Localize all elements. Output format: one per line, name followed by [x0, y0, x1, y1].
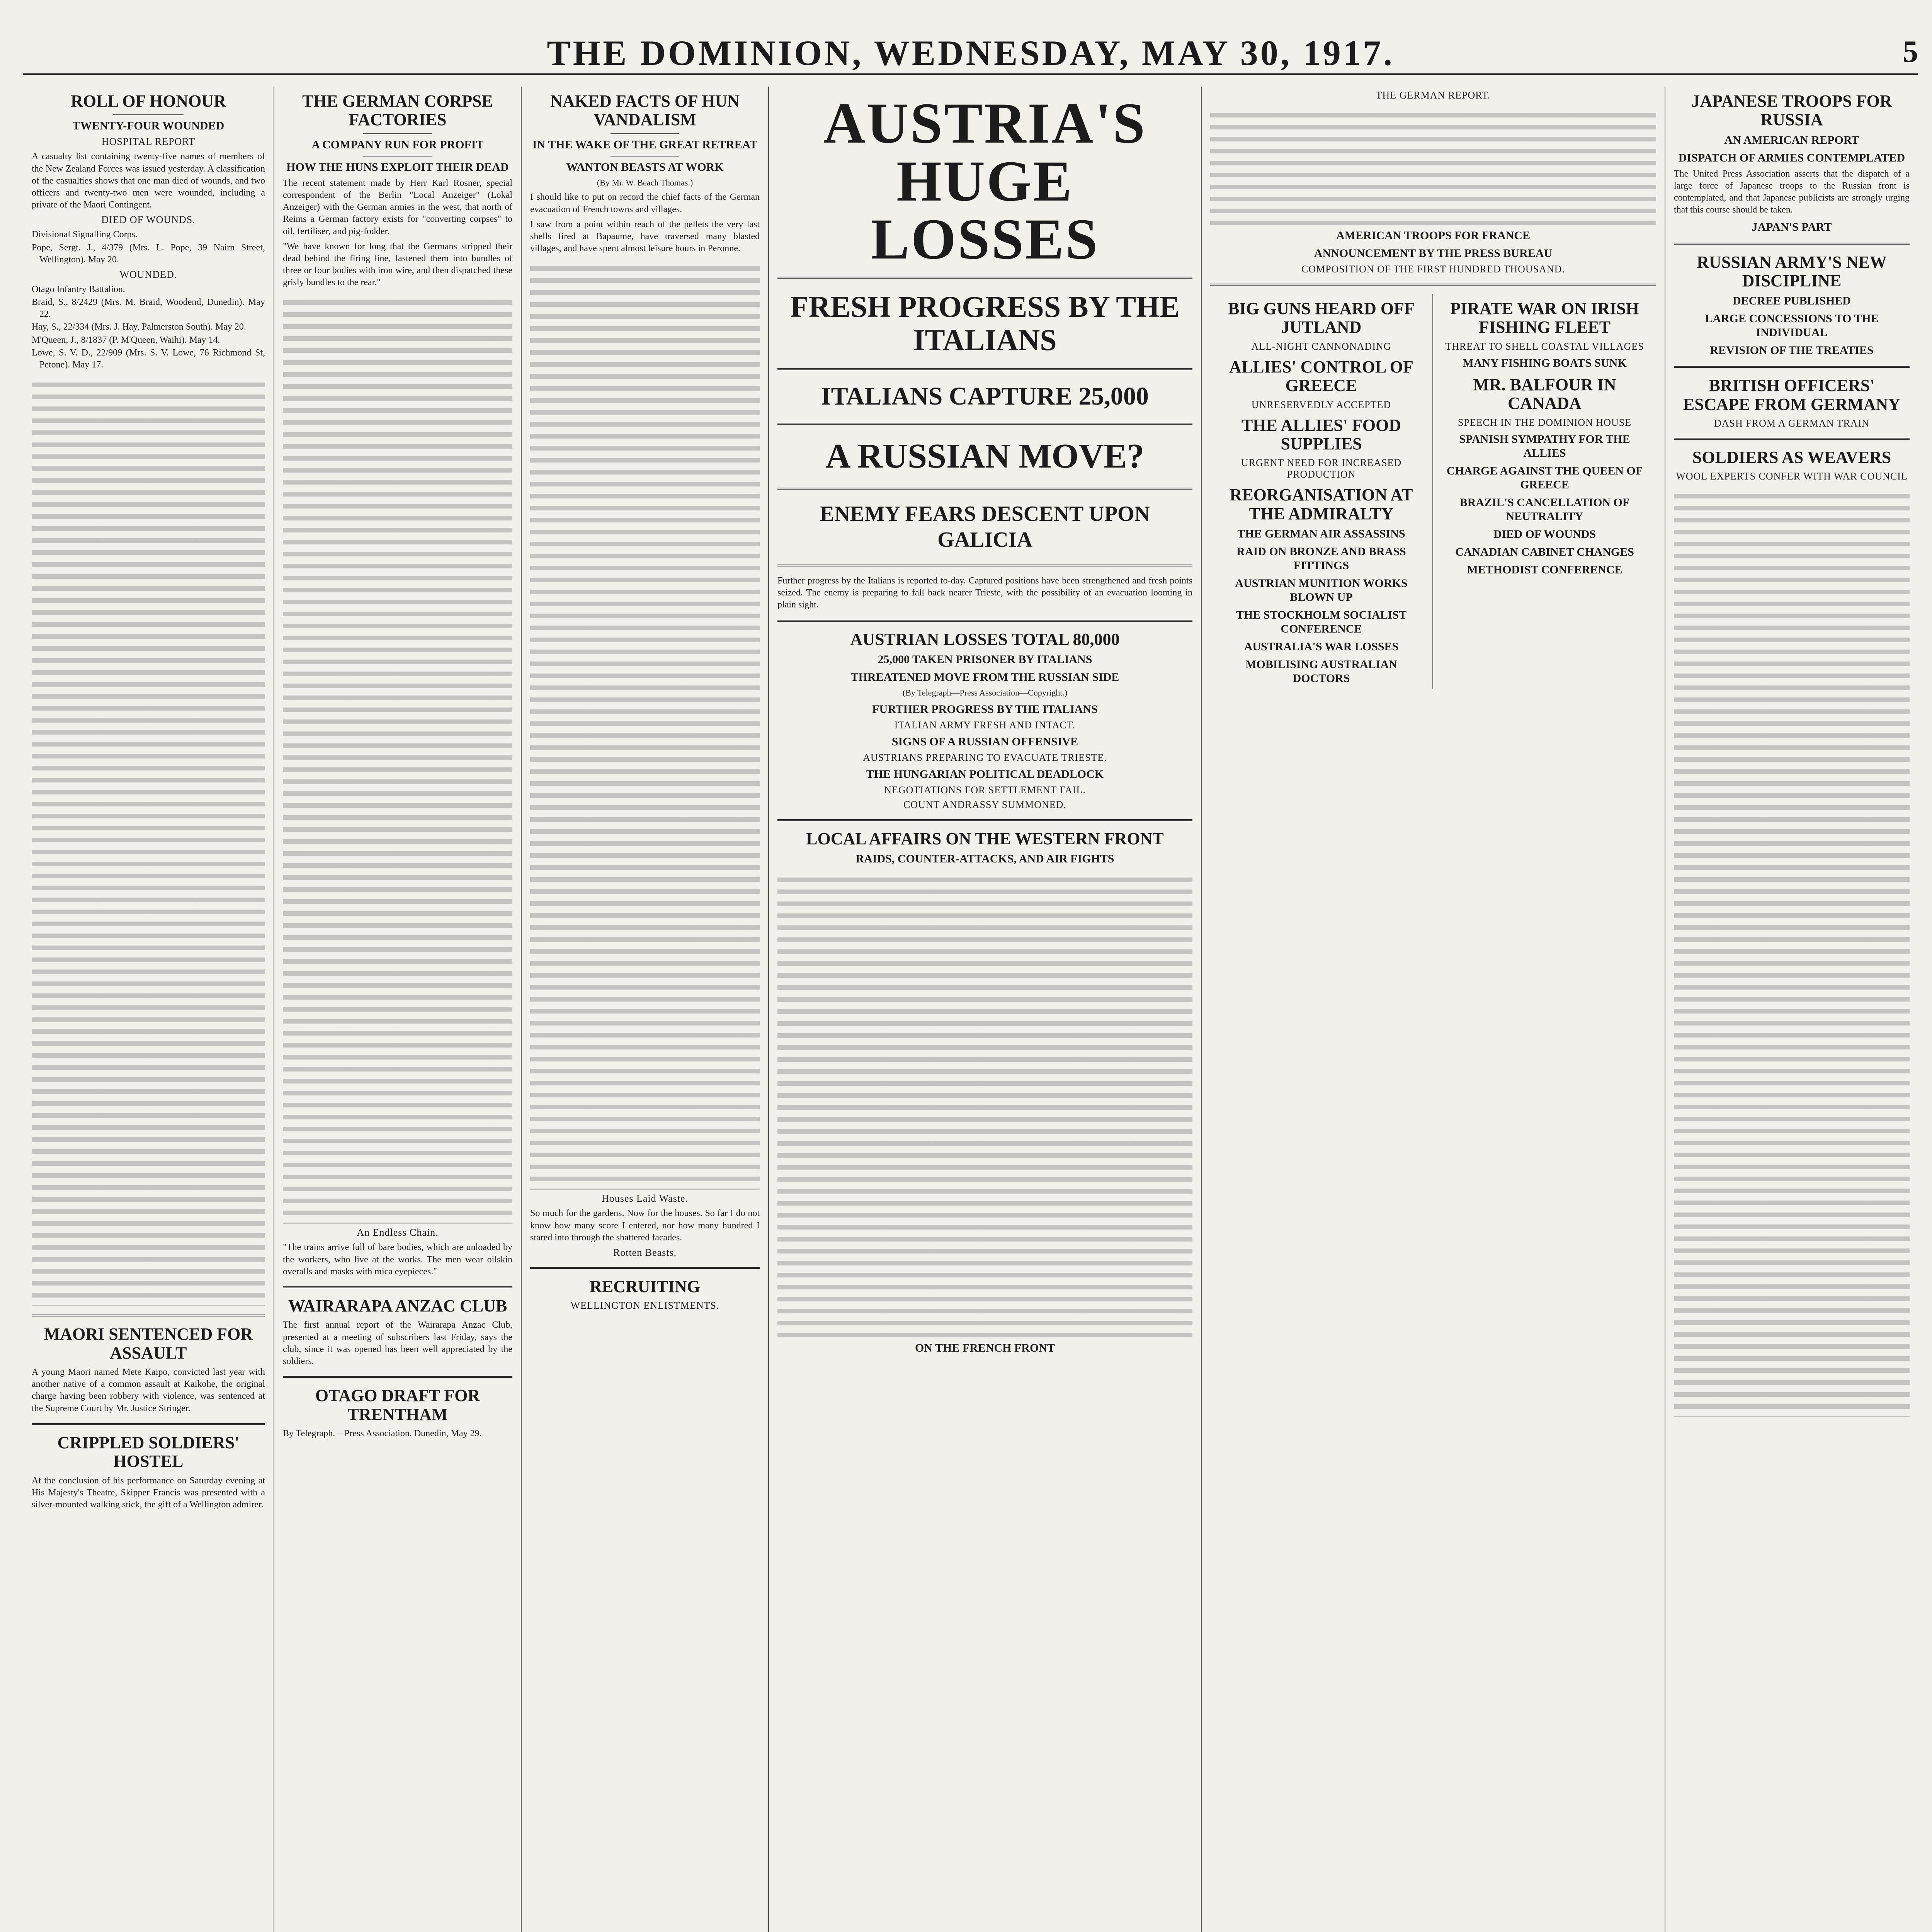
headline: ALLIES' CONTROL OF GREECE [1229, 357, 1413, 395]
subhead: DIED OF WOUNDS [1493, 527, 1596, 541]
subhead: URGENT NEED FOR INCREASED PRODUCTION [1241, 457, 1402, 480]
subhead: AUSTRALIA'S WAR LOSSES [1244, 640, 1399, 653]
section-head: Rotten Beasts. [613, 1247, 677, 1258]
headline: RUSSIAN ARMY'S NEW DISCIPLINE [1697, 252, 1887, 290]
headline: MAORI SENTENCED FOR ASSAULT [44, 1325, 253, 1362]
headline: NAKED FACTS OF HUN VANDALISM [550, 92, 740, 129]
headline: ITALIANS CAPTURE 25,000 [821, 382, 1149, 410]
headline: WAIRARAPA ANZAC CLUB [288, 1296, 507, 1316]
headline: ROLL OF HONOUR [71, 92, 226, 111]
subhead: ON THE FRENCH FRONT [915, 1341, 1055, 1354]
subhead: MOBILISING AUSTRALIAN DOCTORS [1245, 658, 1397, 685]
column-5-left [1210, 294, 1433, 689]
article-text: A casualty list containing twenty-five names of members of the New Zealand Forces was issued yesterday. A classification of the casualties shows that one man died of wounds, and two officers and twenty-two men were wounded, including a private of the Maori Contingent. [32, 151, 265, 210]
article-text: I should like to put on record the chief facts of the German evacuation of French towns and villages. [530, 192, 760, 214]
article-text: I saw from a point within reach of the pellets the very last shells fired at Bapaume, have traversed many blasted villages, and have spent almost leisure hours in Peronne. [530, 219, 760, 254]
subhead: CANADIAN CABINET CHANGES [1455, 545, 1634, 558]
subhead: CHARGE AGAINST THE QUEEN OF GREECE [1446, 464, 1643, 491]
headline: REORGANISATION AT THE ADMIRALTY [1230, 485, 1413, 523]
subhead: DASH FROM A GERMAN TRAIN [1714, 418, 1870, 429]
subhead: IN THE WAKE OF THE GREAT RETREAT [532, 138, 758, 151]
section-head: WOUNDED. [119, 269, 177, 280]
main-headline: AUSTRIA'S HUGE LOSSES [823, 91, 1147, 271]
subhead: THE STOCKHOLM SOCIALIST CONFERENCE [1236, 609, 1407, 636]
headline: THE ALLIES' FOOD SUPPLIES [1241, 415, 1401, 453]
subhead: ALL-NIGHT CANNONADING [1251, 340, 1391, 352]
subhead: UNRESERVEDLY ACCEPTED [1251, 399, 1391, 410]
subhead: ANNOUNCEMENT BY THE PRESS BUREAU [1314, 247, 1553, 260]
headline: A RUSSIAN MOVE? [825, 437, 1145, 475]
subhead: COUNT ANDRASSY SUMMONED. [903, 799, 1066, 810]
list-item: Divisional Signalling Corps. [32, 230, 138, 240]
subhead: SPEECH IN THE DOMINION HOUSE [1458, 417, 1632, 428]
subhead: 25,000 TAKEN PRISONER BY ITALIANS [878, 653, 1092, 666]
subhead: AN AMERICAN REPORT [1724, 133, 1859, 146]
subhead: COMPOSITION OF THE FIRST HUNDRED THOUSAND. [1301, 264, 1565, 275]
headline: SOLDIERS AS WEAVERS [1692, 448, 1891, 467]
headline: BIG GUNS HEARD OFF JUTLAND [1228, 299, 1415, 337]
body-text-block [32, 379, 265, 1306]
article-text: The first annual report of the Wairarapa Anzac Club, presented at a meeting of subscribers last Friday, says the club, since it was opened has been well appreciated by the soldiers. [283, 1320, 512, 1366]
headline: AUSTRIAN LOSSES TOTAL 80,000 [850, 629, 1120, 649]
section-head: DIED OF WOUNDS. [101, 214, 196, 226]
subhead: WELLINGTON ENLISTMENTS. [570, 1300, 719, 1311]
subhead: SPANISH SYMPATHY FOR THE ALLIES [1459, 432, 1630, 459]
body-text-block [777, 874, 1192, 1337]
list-item: Pope, Sergt. J., 4/379 (Mrs. L. Pope, 39 Nairn Street, Wellington). May 20. [32, 242, 265, 265]
subhead: MANY FISHING BOATS SUNK [1463, 356, 1627, 369]
body-text-block [1210, 109, 1656, 225]
subhead: TWENTY-FOUR WOUNDED [72, 119, 224, 133]
dateline: (By Telegraph—Press Association—Copyright.) [902, 687, 1068, 697]
column-4 [769, 87, 1202, 1932]
body-text-block [530, 262, 760, 1190]
list-item: Hay, S., 22/334 (Mrs. J. Hay, Palmerston South). May 20. [32, 322, 246, 332]
subhead: THE GERMAN REPORT. [1376, 90, 1491, 101]
article-text: The recent statement made by Herr Karl Rosner, special correspondent of the Berlin "Local Anzeiger" (Lokal Anzeiger) with the German armies in the west, that north of Reims a German factory exists for "converting corpses" to oil, fertiliser, and pig-fodder. [283, 178, 512, 236]
subhead: SIGNS OF A RUSSIAN OFFENSIVE [891, 735, 1078, 748]
headline: FRESH PROGRESS BY THE ITALIANS [790, 290, 1180, 357]
section-head: An Endless Chain. [357, 1227, 439, 1238]
subhead: AUSTRIAN MUNITION WORKS BLOWN UP [1235, 577, 1408, 604]
subhead: RAID ON BRONZE AND BRASS FITTINGS [1236, 545, 1406, 572]
subhead: BRAZIL'S CANCELLATION OF NEUTRALITY [1459, 496, 1630, 523]
article-text: A young Maori named Mete Kaipo, convicted last year with another native of a common assault at Kaikohe, the original charge having been robbery with violence, was sentenced at the Supreme Court by Mr. Justice Stringer. [32, 1367, 265, 1413]
article-text: The United Press Association asserts that the dispatch of a large force of Japanese troops to the Russian front is contemplated, and that Japanese publicists are strongly urging that this course should be taken. [1674, 168, 1910, 215]
headline: OTAGO DRAFT FOR TRENTHAM [315, 1386, 480, 1424]
subhead: JAPAN'S PART [1752, 220, 1832, 233]
subhead: THREATENED MOVE FROM THE RUSSIAN SIDE [850, 670, 1119, 684]
subhead: AMERICAN TROOPS FOR FRANCE [1336, 229, 1530, 242]
subhead: A COMPANY RUN FOR PROFIT [311, 138, 484, 151]
column-1 [23, 87, 274, 1932]
subhead: THE HUNGARIAN POLITICAL DEADLOCK [866, 767, 1104, 781]
byline: (By Mr. W. Beach Thomas.) [597, 177, 693, 187]
article-text: So much for the gardens. Now for the houses. So far I do not know how many score I entered, nor how many hundred I stared into through the shattered facades. [530, 1208, 760, 1243]
article-text: At the conclusion of his performance on Saturday evening at His Majesty's Theatre, Skipper Francis was presented with a silver-mounted walking stick, the gift of a Wellington admirer. [32, 1475, 265, 1510]
subhead: WANTON BEASTS AT WORK [566, 160, 724, 173]
headline: LOCAL AFFAIRS ON THE WESTERN FRONT [806, 829, 1164, 848]
headline: PIRATE WAR ON IRISH FISHING FLEET [1450, 299, 1639, 337]
body-text-block [1674, 490, 1910, 1417]
headline: JAPANESE TROOPS FOR RUSSIA [1691, 92, 1892, 129]
subhead: HOSPITAL REPORT [101, 136, 196, 148]
subhead: WOOL EXPERTS CONFER WITH WAR COUNCIL [1676, 471, 1908, 482]
article-text: By Telegraph.—Press Association. Dunedin, May 29. [283, 1428, 482, 1439]
masthead-title: THE DOMINION, WEDNESDAY, MAY 30, 1917. [547, 33, 1395, 73]
page-number: 5 [1903, 35, 1918, 69]
column-3 [522, 87, 769, 1932]
subhead: ITALIAN ARMY FRESH AND INTACT. [894, 719, 1076, 731]
subhead: HOW THE HUNS EXPLOIT THEIR DEAD [286, 160, 509, 173]
column-5 [1202, 87, 1665, 1932]
headline: BRITISH OFFICERS' ESCAPE FROM GERMANY [1683, 376, 1901, 414]
list-item: M'Queen, J., 8/1837 (P. M'Queen, Waihi). May 14. [32, 335, 220, 345]
headline: CRIPPLED SOLDIERS' HOSTEL [57, 1433, 240, 1471]
headline: RECRUITING [589, 1277, 701, 1296]
column-2 [274, 87, 522, 1932]
subhead: REVISION OF THE TREATIES [1710, 344, 1874, 357]
subhead: DISPATCH OF ARMIES CONTEMPLATED [1678, 151, 1905, 164]
list-item: Braid, S., 8/2429 (Mrs. M. Braid, Woodend, Dunedin). May 22. [32, 297, 265, 320]
subhead: RAIDS, COUNTER-ATTACKS, AND AIR FIGHTS [855, 852, 1114, 865]
column-5-right [1433, 294, 1656, 689]
section-head: Houses Laid Waste. [601, 1193, 689, 1204]
column-6 [1665, 87, 1918, 1932]
headline: MR. BALFOUR IN CANADA [1473, 375, 1616, 413]
subhead: NEGOTIATIONS FOR SETTLEMENT FAIL. [884, 784, 1086, 796]
body-text-block [283, 296, 512, 1224]
subhead: DECREE PUBLISHED [1733, 294, 1851, 308]
subhead: LARGE CONCESSIONS TO THE INDIVIDUAL [1705, 312, 1879, 339]
subhead: AUSTRIANS PREPARING TO EVACUATE TRIESTE. [863, 752, 1107, 763]
headline: ENEMY FEARS DESCENT UPON GALICIA [820, 502, 1150, 552]
subhead: FURTHER PROGRESS BY THE ITALIANS [872, 702, 1098, 716]
subhead: METHODIST CONFERENCE [1467, 563, 1622, 576]
list-item: Lowe, S. V. D., 22/909 (Mrs. S. V. Lowe, 76 Richmond St, Petone). May 17. [32, 347, 265, 370]
list-item: Otago Infantry Battalion. [32, 284, 125, 294]
article-text: "We have known for long that the Germans stripped their dead behind the firing line, fastened them into bundles of three or four bodies with iron wire, and then dispatched these grisly bundles to the rear." [283, 241, 512, 288]
subhead: THREAT TO SHELL COASTAL VILLAGES [1445, 340, 1644, 352]
article-text: Further progress by the Italians is reported to-day. Captured positions have been strengthened and fresh points seized. The enemy is preparing to fall back nearer Trieste, with the possibility of an evacuation looming in plain sight. [777, 575, 1192, 610]
masthead [23, 27, 1918, 75]
headline: THE GERMAN CORPSE FACTORIES [302, 92, 493, 129]
article-text: "The trains arrive full of bare bodies, which are unloaded by the workers, who live at the works. The men wear oilskin overalls and masks with mica eyepieces." [283, 1242, 512, 1277]
subhead: THE GERMAN AIR ASSASSINS [1237, 527, 1405, 541]
